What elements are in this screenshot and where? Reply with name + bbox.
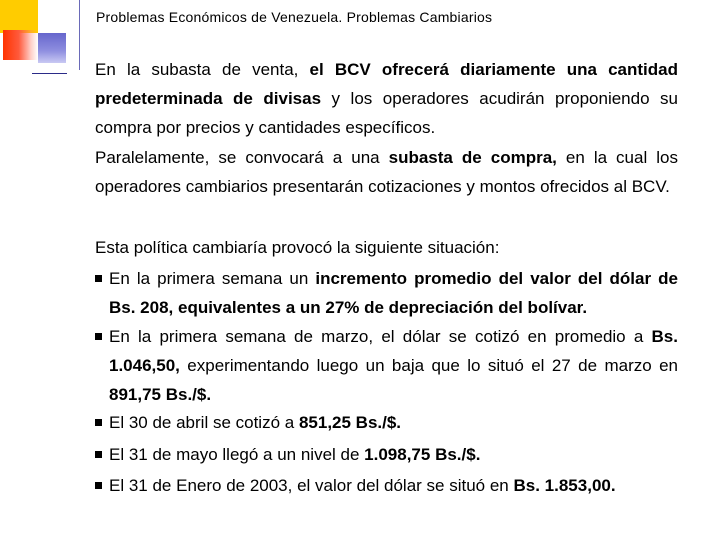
bullet-item-enero-2003 (95, 471, 678, 500)
square-bullet-icon (95, 419, 102, 426)
decorative-vertical-line (79, 0, 80, 70)
p2-text-bold: subasta de compra, (388, 148, 557, 167)
square-bullet-icon (95, 482, 102, 489)
bullet-item-abril (95, 408, 678, 437)
b2-text-a: En la primera semana de marzo, el dólar se cotizó en promedio a (109, 327, 652, 346)
bullet-item-marzo (95, 322, 678, 409)
p2-text-a: Paralelamente, se convocará a una (95, 148, 389, 167)
b4-text-bold: 1.098,75 Bs./$. (364, 445, 481, 464)
b2-text-bold-2: 891,75 Bs./$. (109, 385, 212, 404)
slide-title: Problemas Económicos de Venezuela. Problemas Cambiarios (96, 9, 493, 25)
bullet-text (95, 408, 678, 437)
square-bullet-icon (95, 275, 102, 282)
square-bullet-icon (95, 333, 102, 340)
bullet-text (95, 322, 678, 409)
paragraph-situacion: Esta política cambiaría provocó la siguiente situación: (95, 238, 500, 257)
p1-text-a: En la subasta de venta, (95, 60, 310, 79)
bullet-text (95, 264, 678, 322)
b3-text-bold: 851,25 Bs./$. (298, 413, 402, 432)
bullet-text (95, 471, 678, 500)
b2-text-c: experimentando luego un baja que lo situó el 27 de marzo en (179, 356, 678, 375)
decorative-blue-square (38, 33, 66, 63)
paragraph-subasta-venta (95, 55, 678, 142)
p2-text-c: en la cual los operadores cambiarios presentarán cotizaciones y montos ofrecidos al BCV. (95, 148, 678, 196)
b3-text-a: El 30 de abril se cotizó a (109, 413, 299, 432)
b1-text-bold: incremento promedio del valor del dólar de Bs. 208, equivalentes a un 27% de depreciación del bolívar. (109, 269, 679, 317)
bullet-item-mayo (95, 440, 678, 469)
b4-text-a: El 31 de mayo llegó a un nivel de (109, 445, 365, 464)
b2-text-bold-1: Bs. 1.046,50, (109, 327, 678, 375)
b5-text-bold: Bs. 1.853,00. (513, 476, 616, 495)
b5-text-a: El 31 de Enero de 2003, el valor del dólar se situó en (109, 476, 514, 495)
b1-text-a: En la primera semana un (109, 269, 316, 288)
square-bullet-icon (95, 451, 102, 458)
paragraph-subasta-compra (95, 143, 678, 201)
decorative-yellow-square (0, 0, 38, 33)
bullet-text (95, 440, 678, 469)
decorative-horizontal-line (32, 73, 67, 74)
decorative-red-square (3, 30, 38, 60)
p1-text-c: y los operadores acudirán proponiendo su compra por precios y cantidades específicos. (95, 89, 678, 137)
bullet-item-primera-semana (95, 264, 678, 322)
p1-text-bold: el BCV ofrecerá diariamente una cantidad predeterminada de divisas (95, 60, 678, 108)
